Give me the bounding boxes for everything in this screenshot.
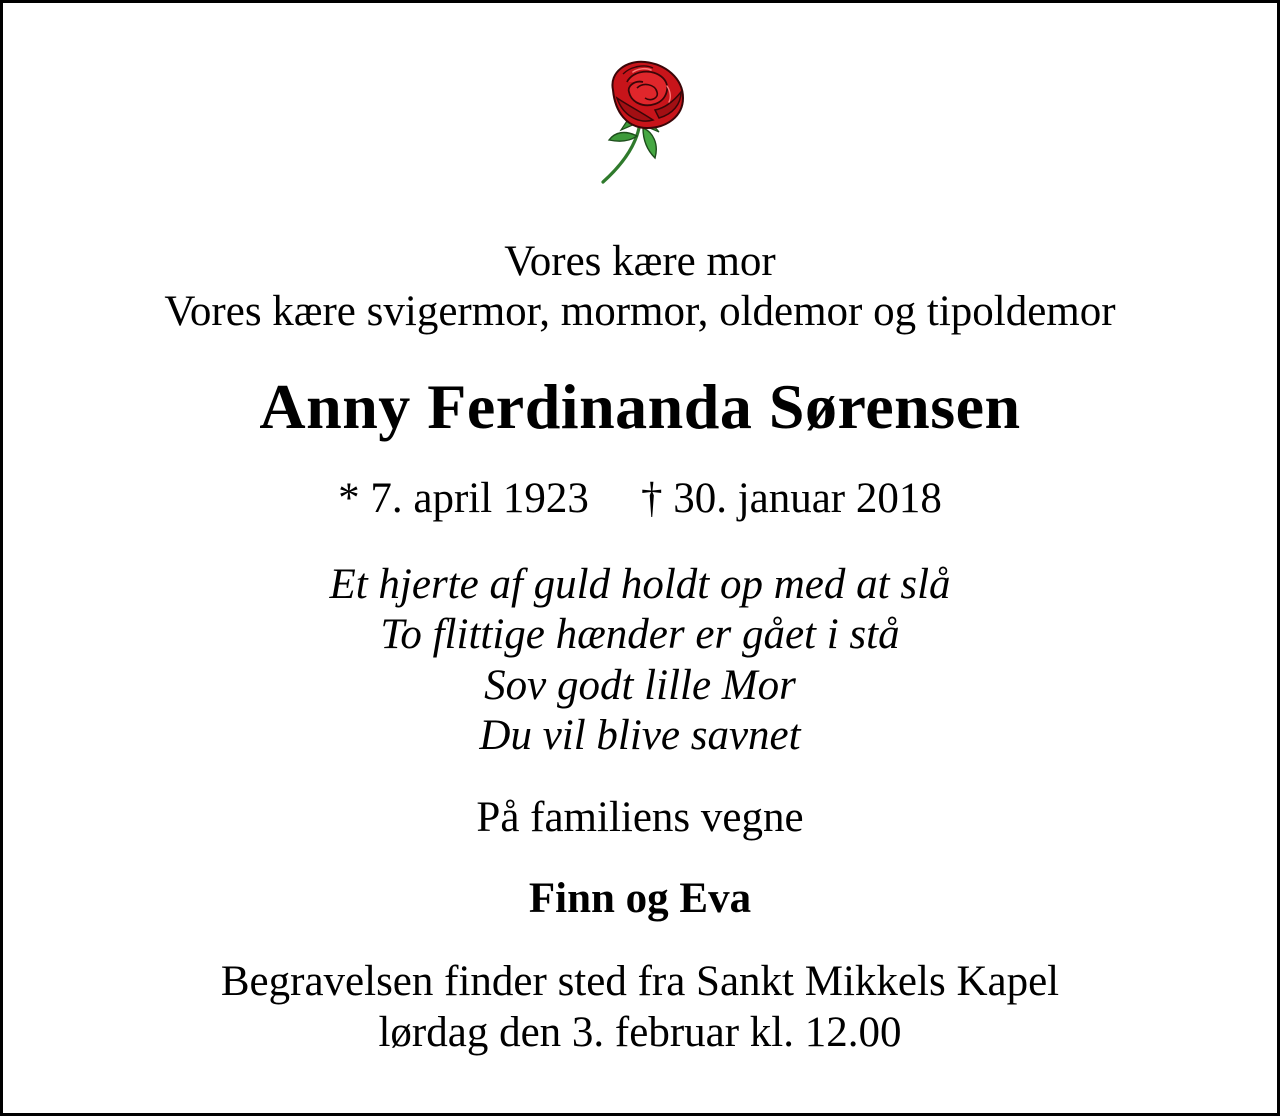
signature-names: Finn og Eva <box>528 875 752 922</box>
birth-date: * 7. april 1923 <box>338 475 589 522</box>
funeral-time: lørdag den 3. februar kl. 12.00 <box>378 1009 902 1056</box>
funeral-location: Begravelsen finder sted fra Sankt Mikkels Kapel <box>220 958 1060 1005</box>
verse-line: Sov godt lille Mor <box>484 662 796 709</box>
intro-line-mother: Vores kære mor <box>504 238 776 285</box>
verse-line: Et hjerte af guld holdt op med at slå <box>329 561 951 608</box>
death-date: † 30. januar 2018 <box>640 475 942 522</box>
signature-intro: På familiens vegne <box>476 794 804 841</box>
intro-line-relations: Vores kære svigermor, mormor, oldemor og tipoldemor <box>164 288 1116 335</box>
verse-line: To flittige hænder er gået i stå <box>380 611 900 658</box>
verse-line: Du vil blive savnet <box>479 712 801 759</box>
rose-icon <box>593 58 693 186</box>
life-dates <box>3 477 1277 520</box>
deceased-name: Anny Ferdinanda Sørensen <box>259 371 1021 442</box>
